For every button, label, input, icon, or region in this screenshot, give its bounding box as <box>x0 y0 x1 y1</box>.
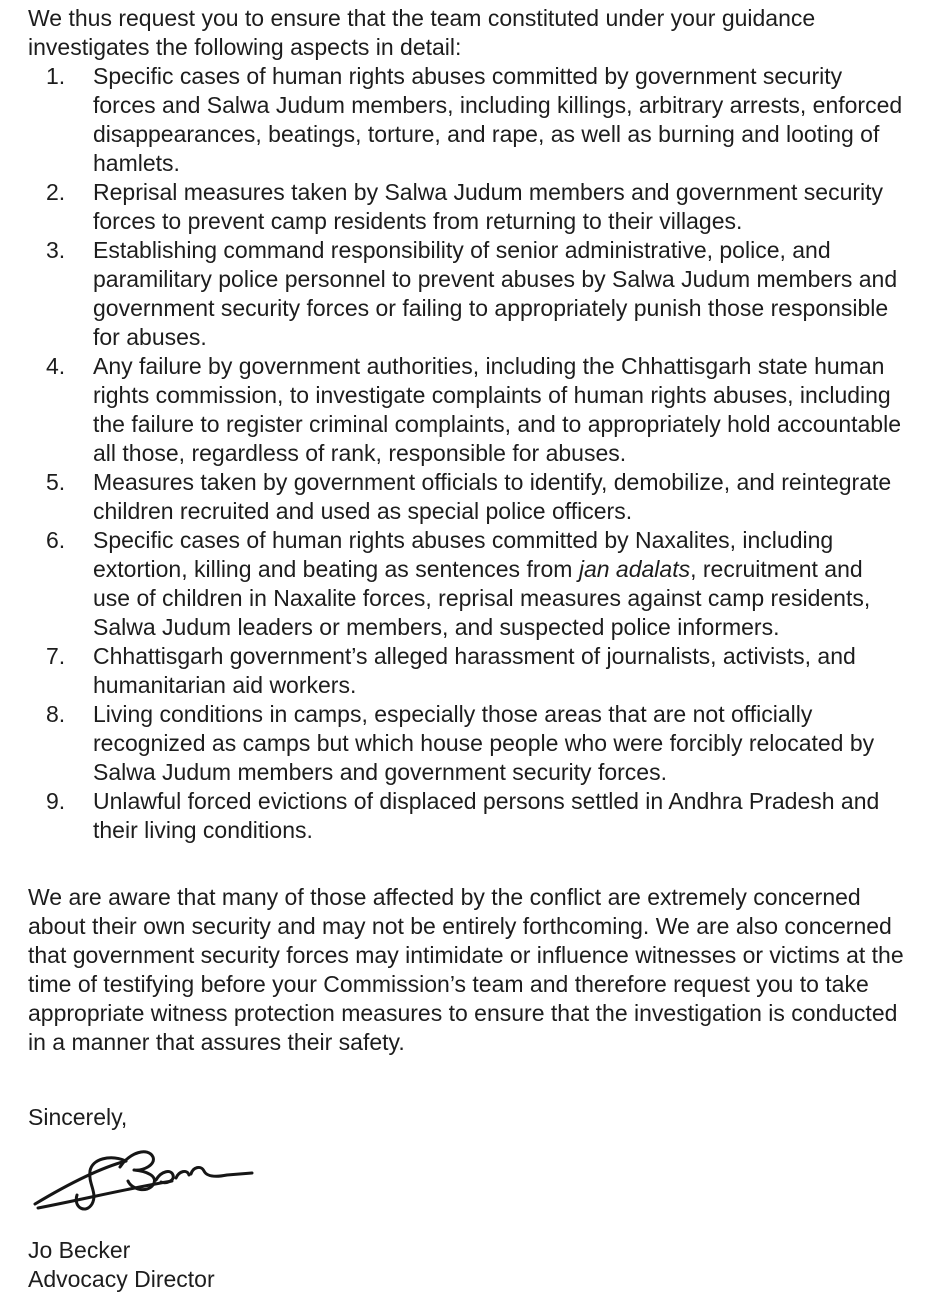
closing-paragraph: We are aware that many of those affected by the conflict are extremely concerned about their own security and may not be entirely forthcoming. We are also concerned that government security forces may intimidate or influence witnesses or victims at the time of testifying before your Commission’s team and therefore request you to take appropriate witness protection measures to ensure that the investigation is conducted in a manner that assures their safety. <box>28 884 904 1055</box>
list-item <box>46 700 906 787</box>
signature-svg <box>30 1138 260 1220</box>
valediction: Sincerely, <box>28 1104 128 1130</box>
list-item-text <box>93 526 906 642</box>
list-item-text: Measures taken by government officials to identify, demobilize, and reintegrate children recruited and used as special police officers. <box>93 469 892 524</box>
italic-term: jan adalats <box>578 556 691 582</box>
signature-block <box>28 1236 906 1294</box>
intro-paragraph: We thus request you to ensure that the team constituted under your guidance investigates the following aspects in detail: <box>28 5 816 60</box>
list-item <box>46 787 906 845</box>
list-item-text: Living conditions in camps, especially those areas that are not officially recognized as camps but which house people who were forcibly relocated by Salwa Judum members and government security forces. <box>93 701 875 785</box>
signature-image <box>30 1138 906 1220</box>
list-item-number: 7. <box>46 643 66 669</box>
list-item-text: Reprisal measures taken by Salwa Judum members and government security forces to prevent camp residents from returning to their villages. <box>93 179 884 234</box>
list-item <box>46 236 906 352</box>
list-item <box>46 178 906 236</box>
list-item <box>46 468 906 526</box>
list-item-number: 9. <box>46 788 66 814</box>
numbered-list <box>46 62 906 845</box>
list-item <box>46 352 906 468</box>
list-item-number: 6. <box>46 527 66 553</box>
list-item-number: 5. <box>46 469 66 495</box>
list-item-text: Establishing command responsibility of senior administrative, police, and paramilitary police personnel to prevent abuses by Salwa Judum members and government security forces or failing to appropriately punish those responsible for abuses. <box>93 237 898 350</box>
list-item-text: Chhattisgarh government’s alleged harassment of journalists, activists, and humanitarian aid workers. <box>93 643 856 698</box>
list-item-number: 4. <box>46 353 66 379</box>
list-item-number: 2. <box>46 179 66 205</box>
list-item <box>46 62 906 178</box>
signer-name: Jo Becker <box>28 1237 131 1263</box>
letter-page <box>28 4 906 1294</box>
list-item-number: 1. <box>46 63 66 89</box>
list-item-text: Specific cases of human rights abuses committed by government security forces and Salwa Judum members, including killings, arbitrary arrests, enforced disappearances, beatings, torture, and rape, as well as burning and looting of hamlets. <box>93 63 903 176</box>
list-item-number: 3. <box>46 237 66 263</box>
list-item-text: Any failure by government authorities, including the Chhattisgarh state human rights commission, to investigate complaints of human rights abuses, including the failure to register criminal complaints, and to appropriately hold accountable all those, regardless of rank, responsible for abuses. <box>93 353 901 466</box>
signer-title: Advocacy Director <box>28 1266 215 1292</box>
list-item <box>46 526 906 642</box>
list-item-number: 8. <box>46 701 66 727</box>
list-item-text: Unlawful forced evictions of displaced persons settled in Andhra Pradesh and their living conditions. <box>93 788 880 843</box>
list-item-text-before-italic: Specific cases of human rights abuses committed by Naxalites, including extortion, killing and beating as sentences from <box>93 527 834 582</box>
list-item <box>46 642 906 700</box>
list-item-text-after-italic: , recruitment and use of children in Naxalite forces, reprisal measures against camp residents, Salwa Judum leaders or members, and suspected police informers. <box>93 556 871 640</box>
